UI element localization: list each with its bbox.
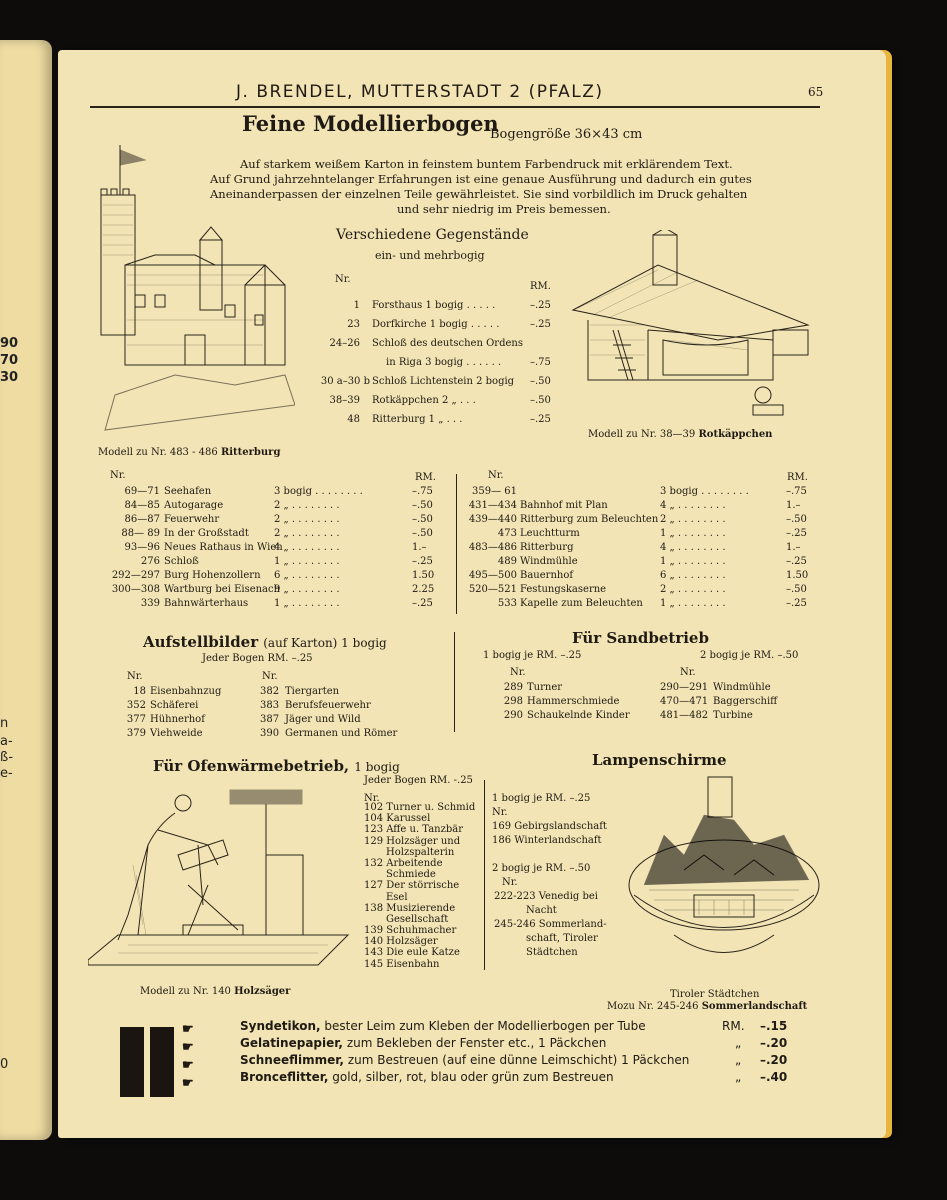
list-item: 140 Holzsäger [364,936,438,948]
verschiedene-heading: Verschiedene Gegenstände [336,227,529,243]
intro-line: und sehr niedrig im Preis bemessen. [397,202,611,216]
holzsaeger-illustration [88,785,353,975]
list-item: 481—482 Turbine [660,710,753,721]
supply-line: Syndetikon, bester Leim zum Kleben der Modellierbogen per Tube [240,1019,646,1033]
table-row: 431—434 Bahnhof mit Plan 4 „ . . . . . . . . 1.– [468,500,801,511]
table-row: 439—440 Ritterburg zum Beleuchten 2 „ . . . . . . . . –.50 [468,514,807,525]
pointing-hand-icon: ☛ [182,1022,194,1037]
table-right-price-header: RM. [787,472,808,483]
table-left-price-header: RM. [415,472,436,483]
list-item: 48 Ritterburg 1 „ . . . –.25 [347,414,551,425]
aufstell-heading: Aufstellbilder (auf Karton) 1 bogig [143,633,387,651]
list-item: 30 a–30 b Schloß Lichtenstein 2 bogig –.50 [320,376,551,387]
list-item: 377 Hühnerhof [126,714,205,725]
list-item: 129 Holzsäger und [364,835,461,847]
list-item: 382 Tiergarten [260,686,340,697]
supply-unit: „ [735,1053,742,1067]
aufstell-list-right [260,685,420,741]
list-item: 222-223 Venedig bei [494,891,599,902]
list-item: Schmiede [386,869,436,881]
tiroler-model-caption: Mozu Nr. 245-246 Sommerlandschaft [607,1001,808,1012]
page-number: 65 [808,85,824,99]
table-row: 520—521 Festungskaserne 2 „ . . . . . . . . –.50 [468,584,807,595]
table-left [90,485,445,611]
table-row: 276 Schloß 1 „ . . . . . . . . –.25 [140,556,433,567]
list-item: 102 Turner u. Schmid [364,802,476,813]
list-item: Städtchen [526,947,578,958]
list-item: 1 bogig je RM. –.25 [492,793,591,804]
rotkaeppchen-caption: Modell zu Nr. 38—39 Rotkäppchen [588,429,773,440]
list-item: Holzspalterin [386,846,455,858]
rotkaeppchen-illustration [568,230,818,420]
sand-left-price: 1 bogig je RM. –.25 [483,650,582,661]
table-row: 495—500 Bauernhof 6 „ . . . . . . . . 1.50 [468,570,809,581]
table-row: 483—486 Ritterburg 4 „ . . . . . . . . 1.– [468,542,801,553]
list-item: 18 Eisenbahnzug [133,686,222,697]
list-item: schaft, Tiroler [526,933,598,944]
list-item: 143 Die eule Katze [364,947,460,959]
tiroler-caption: Tiroler Städtchen [670,989,760,1000]
ofen-list [364,802,484,970]
table-row: 489 Windmühle 1 „ . . . . . . . . –.25 [497,556,807,567]
list-item: 38–39 Rotkäppchen 2 „ . . . –.50 [329,395,551,406]
verschiedene-list [300,296,565,429]
list-item: 298 Hammerschmiede [503,696,620,707]
list-item: 390 Germanen und Römer [260,728,398,739]
left-fragment: 0 [0,1057,9,1072]
table-row: 93—96 Neues Rathaus in Wien 4 „ . . . . . . . . 1.– [124,542,427,553]
list-item: 24–26 Schloß des deutschen Ordens [329,338,523,349]
col-header-price: RM. [530,281,551,292]
supply-unit: „ [735,1036,742,1050]
list-item: Esel [386,891,408,903]
list-item: 470—471 Baggerschiff [660,696,778,707]
left-fragment: 70 [0,353,19,368]
list-item [492,848,612,862]
left-fragment: n [0,716,9,731]
aufstell-nr-header: Nr. [262,671,278,682]
table-row: 69—71 Seehafen 3 bogig . . . . . . . . –.75 [124,486,433,497]
table-right [462,485,822,611]
supply-price: –.15 [760,1019,788,1033]
table-row: 88— 89 In der Großstadt 2 „ . . . . . . . . –.50 [121,528,433,539]
ritterburg-illustration [95,145,295,435]
list-item: 289 Turner [503,682,563,693]
supply-line: Gelatinepapier, zum Bekleben der Fenster etc., 1 Päckchen [240,1036,607,1050]
list-item: 138 Musizierende [364,902,456,914]
list-item: 383 Berufsfeuerwehr [260,700,371,711]
aufstell-nr-header: Nr. [127,671,143,682]
table-row: 84—85 Autogarage 2 „ . . . . . . . . –.50 [124,500,433,511]
sand-nr-header: Nr. [510,667,526,678]
supply-price: –.40 [760,1070,788,1084]
list-item: 352 Schäferei [126,700,199,711]
supply-line: Schneeflimmer, zum Bestreuen (auf eine dünne Leimschicht) 1 Päckchen [240,1053,690,1067]
left-fragment: ß- [0,750,14,765]
list-item: 1 Forsthaus 1 bogig . . . . . –.25 [353,300,551,311]
left-fragment: a- [0,734,13,749]
holzsaeger-caption: Modell zu Nr. 140 Holzsäger [140,986,291,997]
supply-unit: RM. [722,1019,745,1033]
intro-line: Auf starkem weißem Karton in feinstem buntem Farbendruck mit erklärendem Text. [240,157,733,171]
supply-unit: „ [735,1070,742,1084]
ofen-heading: Für Ofenwärmebetrieb, 1 bogig [153,757,400,775]
pointing-hand-icon: ☛ [182,1058,194,1073]
decorative-bar [150,1027,174,1097]
verschiedene-subheading: ein- und mehrbogig [375,249,485,262]
sand-list-left [490,681,650,723]
publisher-header: J. BRENDEL, MUTTERSTADT 2 (PFALZ) [236,82,604,102]
list-item: Nacht [526,905,557,916]
lampen-heading: Lampenschirme [592,751,727,769]
list-item: 104 Karussel [364,813,431,825]
list-item: 387 Jäger und Wild [260,714,361,725]
sand-right-price: 2 bogig je RM. –.50 [700,650,799,661]
table-row: 292—297 Burg Hohenzollern 6 „ . . . . . . . . 1.50 [111,570,435,581]
list-item: 186 Winterlandschaft [492,835,602,846]
supply-line: Bronceflitter, gold, silber, rot, blau oder grün zum Bestreuen [240,1070,614,1084]
table-row: 300—308 Wartburg bei Eisenach 9 „ . . . . . . . . 2.25 [111,584,435,595]
list-item: 132 Arbeitende [364,857,443,869]
aufstell-list-left [110,685,250,741]
sand-heading: Für Sandbetrieb [572,629,709,647]
ofen-nr-header: Nr. [364,793,380,804]
supply-price: –.20 [760,1036,788,1050]
list-item: 127 Der störrische [364,880,460,892]
table-right-nr-header: Nr. [488,470,504,481]
intro-line: Aneinanderpassen der einzelnen Teile gewährleistet. Sie sind vorbildlich im Druck gehalten [210,187,748,201]
left-fragment: 90 [0,336,19,351]
list-item: 169 Gebirgslandschaft [492,821,607,832]
list-item: in Riga 3 bogig . . . . . . –.75 [386,357,551,368]
table-row: 533 Kapelle zum Beleuchten 1 „ . . . . . . . . –.25 [497,598,807,609]
table-row: 86—87 Feuerwehr 2 „ . . . . . . . . –.50 [124,514,433,525]
col-header-nr: Nr. [335,274,351,285]
table-row: 339 Bahnwärterhaus 1 „ . . . . . . . . –.25 [140,598,433,609]
list-item: 290—291 Windmühle [660,682,771,693]
list-item: Nr. [502,877,518,888]
list-item: 245-246 Sommerland- [494,919,607,930]
list-item: Nr. [492,807,508,818]
page-title: Feine Modellierbogen [242,111,499,136]
list-item: 379 Viehweide [126,728,203,739]
header-rule [90,106,820,108]
section-divider [454,632,455,732]
list-item: 145 Eisenbahn [364,958,440,970]
list-item: 290 Schaukelnde Kinder [503,710,630,721]
aufstell-price: Jeder Bogen RM. –.25 [202,653,313,664]
pointing-hand-icon: ☛ [182,1040,194,1055]
lampen-list [492,792,612,960]
list-item: 23 Dorfkirche 1 bogig . . . . . –.25 [347,319,551,330]
left-fragment: 30 [0,370,19,385]
list-item: Gesellschaft [386,913,449,925]
list-item: 2 bogig je RM. –.50 [492,863,591,874]
tiroler-lampshade-illustration [624,775,824,975]
list-item: 123 Affe u. Tanzbär [364,824,464,836]
sheet-size: Bogengröße 36×43 cm [490,127,643,142]
sand-nr-header: Nr. [680,667,696,678]
supply-price: –.20 [760,1053,788,1067]
sand-list-right [660,681,810,723]
ofen-price: Jeder Bogen RM. -.25 [364,775,473,786]
table-row: 359— 61 3 bogig . . . . . . . . –.75 [472,486,807,497]
table-divider [456,474,457,614]
left-fragment: e- [0,766,13,781]
decorative-bar [120,1027,144,1097]
table-row: 473 Leuchtturm 1 „ . . . . . . . . –.25 [497,528,807,539]
section-divider [484,780,485,970]
pointing-hand-icon: ☛ [182,1076,194,1091]
table-left-nr-header: Nr. [110,470,126,481]
intro-line: Auf Grund jahrzehntelanger Erfahrungen ist eine genaue Ausführung und dadurch ein gutes [210,172,752,186]
ritterburg-caption: Modell zu Nr. 483 - 486 Ritterburg [98,447,281,458]
list-item: 139 Schuhmacher [364,925,457,937]
left-page-edge [0,40,52,1140]
